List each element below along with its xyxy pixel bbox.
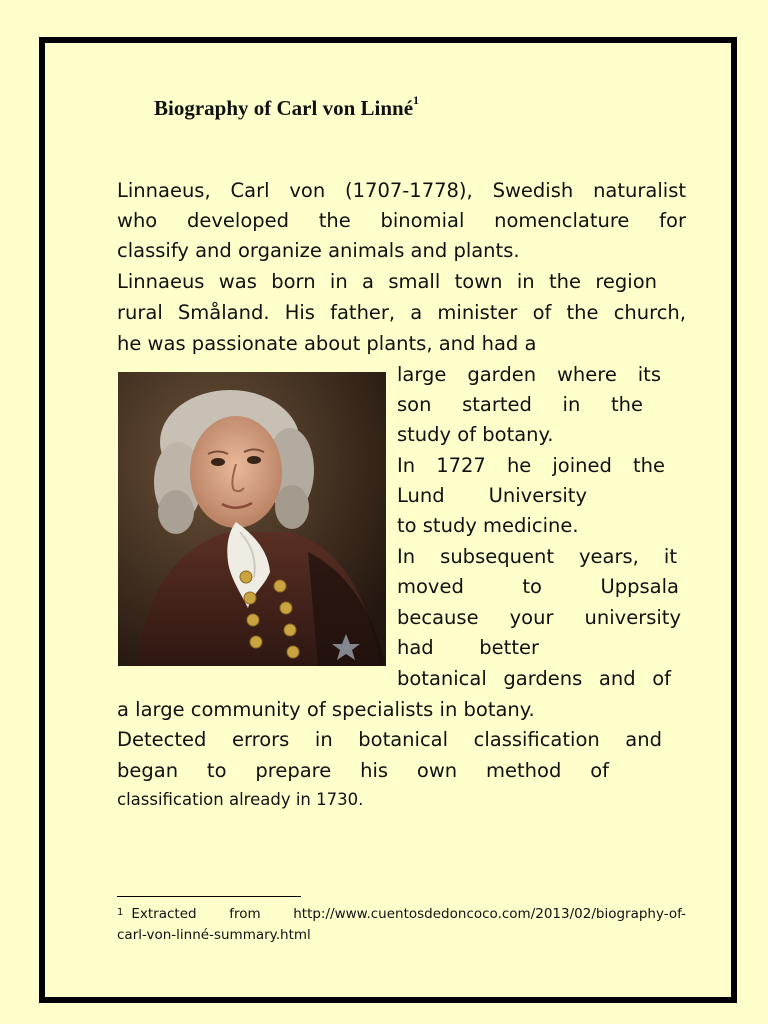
text-line: botanical gardens and of: [397, 667, 671, 690]
text-line: Detected errors in botanical classification and: [117, 728, 662, 751]
text-line: study of botany.: [397, 423, 554, 446]
text-line: to study medicine.: [397, 514, 579, 537]
text-line: because your university: [397, 606, 681, 629]
text-line: classify and organize animals and plants.: [117, 239, 520, 262]
text-line: who developed the binomial nomenclature for: [117, 209, 686, 232]
text-line: Linnaeus, Carl von (1707-1778), Swedish naturalist: [117, 179, 686, 202]
footnote-marker: 1: [117, 907, 124, 918]
text-line: classification already in 1730.: [117, 790, 364, 809]
footnote: [117, 904, 686, 925]
footnote-continuation: carl-von-linné-summary.html: [117, 927, 311, 943]
text-line: moved to Uppsala: [397, 575, 679, 598]
text-line: Lund University: [397, 484, 587, 507]
text-line: had better: [397, 636, 539, 659]
title-text: Biography of Carl von Linné: [154, 96, 414, 120]
text-line: a large community of specialists in botany.: [117, 698, 535, 721]
text-line: In 1727 he joined the: [397, 454, 665, 477]
text-line: rural Småland. His father, a minister of the church,: [117, 301, 686, 324]
text-line: son started in the: [397, 393, 643, 416]
text-line: In subsequent years, it: [397, 545, 677, 568]
footnote-text: Extracted from http://www.cuentosdedoncoco.com/2013/02/biography-of-: [131, 906, 686, 922]
text-line: began to prepare his own method of: [117, 759, 609, 782]
portrait-image: [118, 372, 386, 666]
title-footnote-ref: 1: [413, 93, 420, 107]
text-line: he was passionate about plants, and had a: [117, 332, 537, 355]
page-title: [154, 93, 420, 121]
footnote-separator: [117, 896, 301, 897]
text-line: large garden where its: [397, 363, 661, 386]
text-line: Linnaeus was born in a small town in the region: [117, 270, 657, 293]
